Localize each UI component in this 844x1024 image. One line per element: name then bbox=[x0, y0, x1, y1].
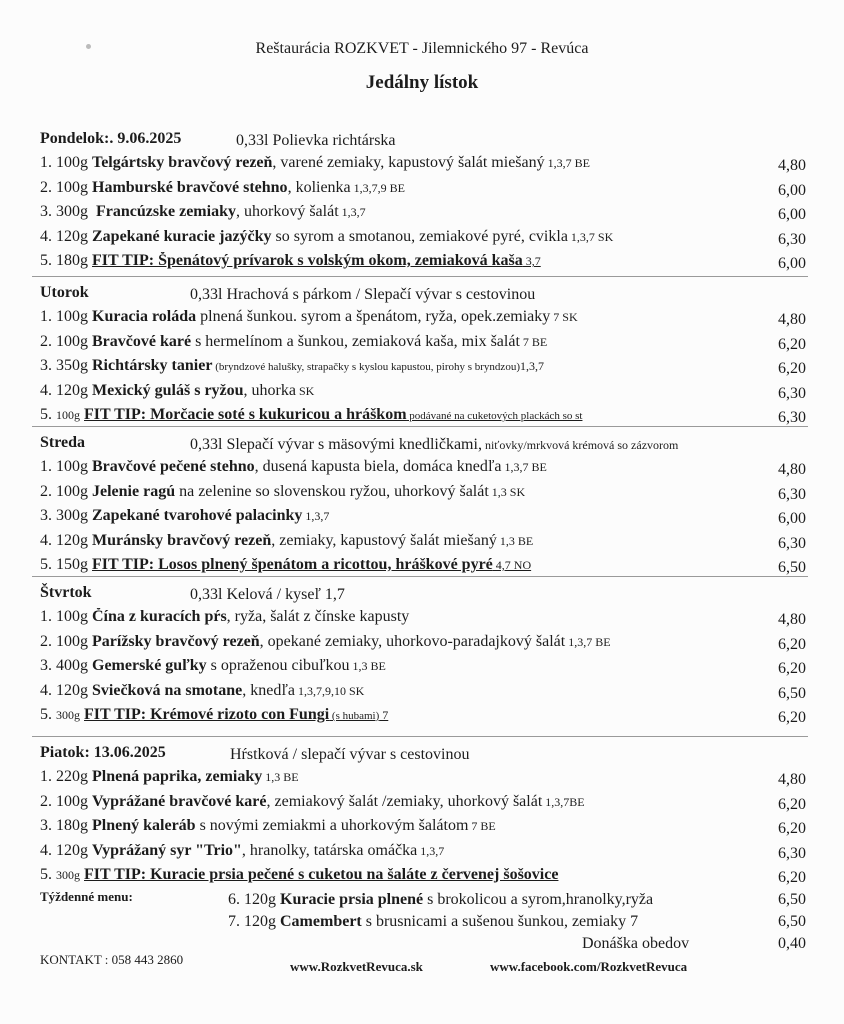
item-number: 2. bbox=[40, 792, 52, 810]
weekly-price: 6,50 bbox=[778, 913, 806, 930]
menu-item bbox=[40, 458, 740, 476]
item-number: 1. bbox=[40, 308, 52, 325]
soup-extra: niťovky/mrkvová krémová so zázvorom bbox=[481, 438, 679, 452]
dish-name: Parížsky bravčový rezeň bbox=[92, 632, 260, 650]
item-weight: 120g bbox=[56, 841, 88, 859]
dish-description: , zemiakový šalát /zemiaky, uhorkový šalát bbox=[266, 792, 543, 810]
dish-name: Vyprážaný syr "Trio" bbox=[92, 841, 242, 859]
item-price: 6,20 bbox=[778, 660, 806, 677]
item-price: 4,80 bbox=[778, 157, 806, 174]
section-divider bbox=[32, 576, 808, 577]
fit-tip-dish: FIT TIP: Morčacie soté s kukuricou a hráškom bbox=[84, 406, 407, 423]
soup-of-day bbox=[190, 586, 345, 604]
item-weight: 220g bbox=[56, 768, 88, 785]
item-weight: 300g bbox=[56, 868, 80, 882]
dish-name: Kuracia roláda bbox=[92, 308, 197, 325]
menu-item bbox=[40, 768, 740, 786]
menu-item bbox=[40, 382, 740, 400]
item-weight: 180g bbox=[56, 817, 88, 834]
allergens: SK bbox=[295, 383, 315, 398]
item-number: 2. bbox=[40, 178, 52, 196]
item-weight: 100g bbox=[56, 408, 80, 422]
item-number: 5. bbox=[40, 706, 52, 723]
dish-name: Jelenie ragú bbox=[92, 482, 176, 500]
allergens: 7 bbox=[379, 708, 389, 722]
soup-of-day bbox=[236, 132, 396, 150]
dish-description: s novými zemiakmi a uhorkovým šalátom bbox=[195, 817, 469, 834]
allergens: 1,3 SK bbox=[488, 484, 526, 499]
dish-description: , zemiaky, kapustový šalát miešaný bbox=[271, 531, 497, 549]
dish-description: , ryža, šalát z čínske kapusty bbox=[226, 608, 410, 625]
item-price: 6,00 bbox=[778, 255, 806, 272]
weekly-desc: s brokolicou a syrom,hranolky,ryža bbox=[423, 891, 654, 908]
dish-name: Hamburské bravčové stehno bbox=[92, 178, 288, 196]
allergens: 1,3 BE bbox=[496, 533, 534, 548]
dish-description: na zelenine so slovenskou ryžou, uhorkový šalát bbox=[175, 482, 489, 500]
menu-item bbox=[40, 608, 740, 626]
dish-name: Richtársky tanier bbox=[92, 357, 213, 374]
allergens: 7 SK bbox=[550, 310, 578, 324]
item-price: 6,30 bbox=[778, 384, 806, 402]
day-title: Streda bbox=[40, 434, 86, 451]
menu-item bbox=[40, 657, 740, 675]
item-number: 4. bbox=[40, 531, 52, 549]
fit-tip-dish: FIT TIP: Špenátový prívarok s volským okom, zemiaková kaša bbox=[92, 252, 523, 269]
contact-phone: KONTAKT : 058 443 2860 bbox=[40, 952, 184, 967]
fit-tip-dish: FIT TIP: Kuracie prsia pečené s cuketou na šaláte z červenej šošovice bbox=[84, 866, 559, 883]
item-price: 6,30 bbox=[778, 409, 806, 426]
day-title: Štvrtok bbox=[40, 584, 92, 601]
soup-of-day bbox=[230, 746, 470, 764]
soup-of-day bbox=[190, 436, 678, 454]
weekly-num: 6. bbox=[228, 891, 240, 908]
facebook-link[interactable]: www.facebook.com/RozkvetRevuca bbox=[490, 959, 688, 974]
item-number: 4. bbox=[40, 681, 52, 699]
menu-item bbox=[40, 866, 740, 884]
item-price: 6,50 bbox=[778, 684, 806, 702]
dish-name: Telgártsky bravčový rezeň bbox=[92, 154, 273, 171]
soup-text: Hŕstková / slepačí vývar s cestovinou bbox=[230, 746, 470, 763]
menu-item bbox=[40, 633, 740, 651]
item-weight: 100g bbox=[56, 482, 88, 500]
dish-name: Vyprážané bravčové karé bbox=[92, 792, 267, 810]
soup-text: 0,33l Slepačí vývar s mäsovými knedličkami, bbox=[190, 436, 482, 453]
weekly-dish: Kuracie prsia plnené bbox=[280, 891, 424, 908]
item-weight: 120g bbox=[56, 681, 88, 699]
allergens: 1,3,7,9 BE bbox=[350, 180, 405, 195]
weekly-item bbox=[228, 891, 653, 909]
item-price: 6,20 bbox=[778, 360, 806, 377]
item-weight: 100g bbox=[56, 458, 88, 475]
delivery-label: Donáška obedov bbox=[582, 935, 690, 952]
item-price: 4,80 bbox=[778, 611, 806, 628]
item-price: 6,00 bbox=[778, 181, 806, 199]
dish-name: Gemerské guľky bbox=[92, 657, 207, 674]
delivery-price: 0,40 bbox=[778, 935, 806, 952]
dish-description: s hermelínom a šunkou, zemiaková kaša, mix šalát bbox=[191, 332, 520, 350]
allergens: 1,3,7 bbox=[417, 843, 445, 858]
item-weight: 100g bbox=[56, 792, 88, 810]
section-divider bbox=[32, 276, 808, 277]
dish-description: , uhorkový šalát bbox=[235, 203, 339, 220]
item-price: 6,30 bbox=[778, 844, 806, 862]
item-number: 3. bbox=[40, 817, 52, 834]
item-price: 6,30 bbox=[778, 485, 806, 503]
dish-description: , hranolky, tatárska omáčka bbox=[241, 841, 418, 859]
item-number: 1. bbox=[40, 608, 52, 625]
item-number: 5. bbox=[40, 556, 52, 573]
item-number: 1. bbox=[40, 458, 52, 475]
item-number: 4. bbox=[40, 381, 52, 399]
weekly-menu-label: Týždenné menu: bbox=[40, 889, 133, 904]
soup-text: 0,33l Polievka richtárska bbox=[236, 132, 396, 149]
menu-item bbox=[40, 357, 740, 375]
dish-note: podávané na cuketových plackách so st bbox=[406, 410, 583, 422]
menu-item bbox=[40, 228, 740, 246]
section-divider bbox=[32, 736, 808, 737]
dish-name: Francúzske zemiaky bbox=[92, 203, 236, 220]
item-weight: 120g bbox=[56, 381, 88, 399]
weekly-weight: 120g bbox=[244, 913, 276, 930]
allergens: 7 BE bbox=[468, 819, 496, 833]
item-weight: 100g bbox=[56, 308, 88, 325]
item-number: 3. bbox=[40, 657, 52, 674]
allergens: 3,7 bbox=[522, 254, 541, 268]
dish-name: Plnený kaleráb bbox=[92, 817, 196, 834]
menu-item bbox=[40, 179, 740, 197]
allergens: 1,3,7 bbox=[338, 205, 366, 219]
soup-text: 0,33l Hrachová s párkom / Slepačí vývar s cestovinou bbox=[190, 286, 536, 303]
dish-description: so syrom a smotanou, zemiakové pyré, cvikla bbox=[271, 227, 568, 245]
item-weight: 120g bbox=[56, 531, 88, 549]
dish-name: Bravčové pečené stehno bbox=[92, 458, 255, 475]
item-weight: 100g bbox=[56, 178, 88, 196]
soup-of-day bbox=[190, 286, 535, 304]
allergens: 1,3,7 BE bbox=[565, 634, 611, 649]
menu-item bbox=[40, 308, 740, 326]
item-price: 6,20 bbox=[778, 820, 806, 837]
allergens: 1,3,7 BE bbox=[544, 156, 590, 170]
allergens: 1,3 BE bbox=[349, 659, 386, 673]
menu-item bbox=[40, 483, 740, 501]
item-weight: 100g bbox=[56, 632, 88, 650]
restaurant-header: Reštaurácia ROZKVET - Jilemnického 97 - Revúca bbox=[255, 40, 589, 57]
menu-item bbox=[40, 154, 740, 172]
item-weight: 350g bbox=[56, 357, 88, 374]
website-link[interactable]: www.RozkvetRevuca.sk bbox=[290, 959, 423, 974]
item-weight: 100g bbox=[56, 332, 88, 350]
fit-tip-dish: FIT TIP: Krémové rizoto con Fungi bbox=[84, 706, 330, 723]
soup-text: 0,33l Kelová / kyseľ 1,7 bbox=[190, 586, 345, 603]
day-title: Piatok: 13.06.2025 bbox=[40, 744, 166, 761]
item-number: 2. bbox=[40, 482, 52, 500]
dish-name: Bravčové karé bbox=[92, 332, 192, 350]
item-number: 4. bbox=[40, 841, 52, 859]
menu-item bbox=[40, 507, 740, 525]
item-number: 2. bbox=[40, 632, 52, 650]
item-price: 4,80 bbox=[778, 771, 806, 788]
weekly-price: 6,50 bbox=[778, 891, 806, 908]
item-price: 6,20 bbox=[778, 635, 806, 653]
item-number: 2. bbox=[40, 332, 52, 350]
item-number: 5. bbox=[40, 866, 52, 883]
menu-item bbox=[40, 556, 740, 574]
item-price: 4,80 bbox=[778, 461, 806, 478]
allergens: 1,3,7BE bbox=[542, 794, 585, 809]
menu-item bbox=[40, 333, 740, 351]
menu-item bbox=[40, 203, 740, 221]
allergens: 1,3 BE bbox=[262, 770, 299, 784]
item-number: 3. bbox=[40, 203, 52, 220]
item-price: 6,50 bbox=[778, 559, 806, 576]
dish-description: plnená šunkou. syrom a špenátom, ryža, opek.zemiaky bbox=[196, 308, 551, 325]
menu-item bbox=[40, 793, 740, 811]
day-title: Pondelok:. 9.06.2025 bbox=[40, 130, 182, 147]
item-weight: 100g bbox=[56, 608, 88, 625]
menu-item bbox=[40, 532, 740, 550]
item-price: 6,30 bbox=[778, 230, 806, 248]
item-weight: 100g bbox=[56, 154, 88, 171]
allergens: 1,3,7 BE bbox=[501, 460, 547, 474]
item-price: 6,30 bbox=[778, 534, 806, 552]
dish-description: , knedľa bbox=[242, 681, 295, 699]
item-weight: 300g bbox=[56, 708, 80, 722]
page-title: Jedálny lístok bbox=[365, 72, 479, 93]
fit-tip-dish: FIT TIP: Losos plnený špenátom a ricottou, hráškové pyré bbox=[92, 556, 493, 573]
dish-name: Zapekané tvarohové palacinky bbox=[92, 507, 303, 524]
item-weight: 180g bbox=[56, 252, 88, 269]
allergens: 1,3,7 bbox=[302, 509, 330, 523]
item-number: 5. bbox=[40, 406, 52, 423]
item-price: 6,20 bbox=[778, 795, 806, 813]
menu-item bbox=[40, 682, 740, 700]
menu-item bbox=[40, 706, 740, 724]
dish-name: Zapekané kuracie jazýčky bbox=[92, 227, 272, 245]
menu-item bbox=[40, 252, 740, 270]
item-weight: 120g bbox=[56, 227, 88, 245]
item-number: 3. bbox=[40, 507, 52, 524]
dish-name: Muránsky bravčový rezeň bbox=[92, 531, 272, 549]
dish-note: (bryndzové halušky, strapačky s kyslou kapustou, pirohy s bryndzou) bbox=[212, 361, 520, 373]
item-weight: 150g bbox=[56, 556, 88, 573]
allergens: 7 BE bbox=[519, 334, 548, 349]
dish-name: Mexický guláš s ryžou bbox=[92, 381, 244, 399]
dish-description: , uhorka bbox=[243, 381, 296, 399]
menu-item bbox=[40, 817, 740, 835]
weekly-num: 7. bbox=[228, 913, 240, 930]
item-weight: 300g bbox=[56, 203, 88, 220]
dish-name: Sviečková na smotane bbox=[92, 681, 243, 699]
allergens: 1,3,7,9,10 SK bbox=[294, 683, 365, 698]
dish-description: , dusená kapusta biela, domáca knedľa bbox=[254, 458, 502, 475]
weekly-weight: 120g bbox=[244, 891, 276, 908]
weekly-item bbox=[228, 913, 638, 931]
dish-description: s opraženou cibuľkou bbox=[206, 657, 350, 674]
item-price: 6,20 bbox=[778, 335, 806, 353]
menu-item bbox=[40, 406, 740, 424]
dish-name: Plnená paprika, zemiaky bbox=[92, 768, 263, 785]
item-number: 1. bbox=[40, 768, 52, 785]
section-divider bbox=[32, 426, 808, 427]
item-price: 6,00 bbox=[778, 206, 806, 223]
dish-name: Čína z kuracích pŕs bbox=[92, 608, 227, 625]
item-price: 4,80 bbox=[778, 311, 806, 328]
item-number: 1. bbox=[40, 154, 52, 171]
menu-item bbox=[40, 842, 740, 860]
weekly-dish: Camembert bbox=[280, 913, 362, 930]
allergens: 1,3,7 bbox=[519, 359, 544, 373]
dish-description: , opekané zemiaky, uhorkovo-paradajkový šalát bbox=[259, 632, 566, 650]
item-number: 5. bbox=[40, 252, 52, 269]
dish-description: , kolienka bbox=[287, 178, 351, 196]
item-price: 6,20 bbox=[778, 709, 806, 726]
allergens: 1,3,7 SK bbox=[567, 229, 614, 244]
dish-note: (s hubami) bbox=[329, 710, 380, 722]
dish-description: , varené zemiaky, kapustový šalát miešaný bbox=[272, 154, 545, 171]
item-weight: 400g bbox=[56, 657, 88, 674]
item-price: 6,00 bbox=[778, 510, 806, 527]
weekly-desc: s brusnicami a sušenou šunkou, zemiaky 7 bbox=[361, 913, 639, 930]
item-number: 4. bbox=[40, 227, 52, 245]
day-title: Utorok bbox=[40, 284, 89, 301]
item-weight: 300g bbox=[56, 507, 88, 524]
allergens: 4,7 NO bbox=[492, 558, 532, 572]
item-price: 6,20 bbox=[778, 869, 806, 886]
item-number: 3. bbox=[40, 357, 52, 374]
